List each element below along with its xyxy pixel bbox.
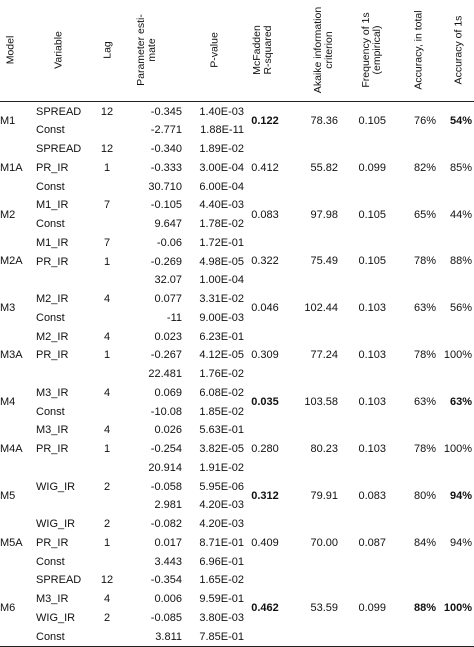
cell-model: M4A xyxy=(0,442,23,455)
cell-model: M1 xyxy=(0,114,16,127)
cell-akaike: 78.36 xyxy=(310,114,338,127)
cell-frequency: 0.083 xyxy=(358,489,386,502)
cell-frequency: 0.099 xyxy=(358,602,386,615)
cell-lag: 4 xyxy=(103,386,111,399)
cell-frequency: 0.103 xyxy=(358,349,386,362)
cell-accuracy-total: 63% xyxy=(413,396,436,408)
cell-p-value: 5.63E-01 xyxy=(199,424,244,437)
cell-variable: SPREAD xyxy=(36,105,82,118)
cell-mcfadden: 0.122 xyxy=(251,114,279,127)
cell-parameter-estimate: -0.354 xyxy=(150,574,182,587)
cell-variable: PR_IR xyxy=(36,255,69,268)
cell-accuracy-1s: 94% xyxy=(449,536,472,549)
cell-frequency: 0.105 xyxy=(358,114,386,127)
cell-p-value: 1.91E-02 xyxy=(199,461,244,474)
cell-variable: PR_IR xyxy=(36,536,69,549)
cell-model: M2A xyxy=(0,255,23,268)
cell-parameter-estimate: 0.069 xyxy=(154,386,182,399)
cell-parameter-estimate: -11 xyxy=(166,311,182,324)
cell-accuracy-total: 65% xyxy=(413,208,436,221)
cell-p-value: 3.80E-03 xyxy=(199,611,244,624)
header-lag: Lag xyxy=(101,41,114,59)
cell-p-value: 4.20E-03 xyxy=(199,518,244,530)
cell-parameter-estimate: -0.267 xyxy=(150,349,182,362)
cell-akaike: 97.98 xyxy=(310,208,338,221)
cell-accuracy-1s: 56% xyxy=(449,302,472,315)
cell-lag: 1 xyxy=(103,255,111,268)
cell-p-value: 1.65E-02 xyxy=(199,574,244,587)
cell-frequency: 0.099 xyxy=(358,161,386,174)
cell-p-value: 9.59E-01 xyxy=(199,593,244,605)
cell-parameter-estimate: -0.058 xyxy=(150,480,182,493)
cell-lag: 2 xyxy=(103,518,111,530)
cell-parameter-estimate: 20.914 xyxy=(148,461,182,474)
cell-akaike: 70.00 xyxy=(310,536,338,549)
cell-variable: Const xyxy=(36,218,65,230)
cell-p-value: 4.40E-03 xyxy=(199,199,244,212)
cell-lag: 4 xyxy=(103,593,111,605)
cell-mcfadden: 0.462 xyxy=(251,602,279,615)
cell-p-value: 3.31E-02 xyxy=(199,293,244,305)
cell-variable: PR_IR xyxy=(36,349,69,362)
cell-mcfadden: 0.322 xyxy=(251,255,279,268)
header-variable: Variable xyxy=(52,31,65,69)
cell-accuracy-1s: 63% xyxy=(449,396,472,408)
cell-variable: Const xyxy=(36,630,65,643)
cell-parameter-estimate: -0.082 xyxy=(150,518,182,530)
cell-parameter-estimate: -0.085 xyxy=(150,611,182,624)
cell-accuracy-1s: 88% xyxy=(449,255,472,268)
cell-variable: Const xyxy=(36,405,65,418)
cell-frequency: 0.103 xyxy=(358,442,386,455)
cell-parameter-estimate: 30.710 xyxy=(148,180,182,193)
cell-accuracy-1s: 100% xyxy=(443,602,472,615)
cell-p-value: 1.72E-01 xyxy=(199,236,244,249)
cell-akaike: 77.24 xyxy=(310,349,338,362)
cell-parameter-estimate: 9.647 xyxy=(154,218,182,230)
cell-model: M3 xyxy=(0,302,16,315)
cell-accuracy-1s: 100% xyxy=(443,349,472,362)
cell-akaike: 80.23 xyxy=(310,442,338,455)
cell-lag: 1 xyxy=(103,349,111,362)
cell-model: M4 xyxy=(0,396,16,408)
cell-accuracy-total: 63% xyxy=(413,302,436,315)
cell-accuracy-1s: 94% xyxy=(449,489,472,502)
cell-akaike: 103.58 xyxy=(304,396,338,408)
cell-p-value: 5.95E-06 xyxy=(199,480,244,493)
cell-p-value: 7.85E-01 xyxy=(199,630,244,643)
cell-akaike: 75.49 xyxy=(310,255,338,268)
cell-lag: 12 xyxy=(100,143,114,155)
cell-mcfadden: 0.309 xyxy=(251,349,279,362)
cell-p-value: 1.89E-02 xyxy=(199,143,244,155)
cell-accuracy-1s: 85% xyxy=(449,161,472,174)
cell-variable: M3_IR xyxy=(36,386,69,399)
cell-variable: Const xyxy=(36,180,65,193)
cell-model: M2 xyxy=(0,208,16,221)
header-accuracy-1s: Accuracy of 1s xyxy=(452,15,465,85)
cell-p-value: 4.12E-05 xyxy=(199,349,244,362)
cell-frequency: 0.105 xyxy=(358,255,386,268)
cell-parameter-estimate: -0.254 xyxy=(150,443,182,455)
cell-akaike: 79.91 xyxy=(310,489,338,502)
cell-variable: M1_IR xyxy=(36,199,69,212)
cell-variable: M2_IR xyxy=(36,293,69,305)
cell-p-value: 1.00E-04 xyxy=(199,274,244,287)
header-rule xyxy=(0,101,474,102)
cell-lag: 12 xyxy=(100,574,114,587)
cell-mcfadden: 0.083 xyxy=(251,208,279,221)
cell-lag: 7 xyxy=(103,199,111,212)
cell-variable: WIG_IR xyxy=(36,480,76,493)
cell-p-value: 1.40E-03 xyxy=(199,105,244,118)
cell-parameter-estimate: 3.811 xyxy=(155,630,182,643)
cell-p-value: 1.85E-02 xyxy=(199,405,244,418)
cell-parameter-estimate: 0.023 xyxy=(154,330,182,343)
cell-variable: PR_IR xyxy=(36,161,69,174)
cell-accuracy-1s: 100% xyxy=(443,442,472,455)
cell-parameter-estimate: 32.07 xyxy=(154,274,182,287)
cell-p-value: 6.08E-02 xyxy=(199,386,244,399)
header-frequency: Frequency of 1s (empirical) xyxy=(360,12,383,88)
cell-frequency: 0.103 xyxy=(358,302,386,315)
cell-p-value: 4.20E-03 xyxy=(199,499,244,512)
cell-variable: PR_IR xyxy=(36,443,69,455)
cell-parameter-estimate: -0.06 xyxy=(156,236,182,249)
cell-variable: M3_IR xyxy=(36,424,69,437)
cell-p-value: 3.00E-04 xyxy=(199,161,244,174)
cell-variable: M2_IR xyxy=(36,330,69,343)
cell-p-value: 1.88E-11 xyxy=(200,124,244,137)
cell-model: M3A xyxy=(0,349,23,362)
cell-variable: M3_IR xyxy=(36,593,69,605)
cell-lag: 4 xyxy=(103,330,111,343)
cell-accuracy-total: 78% xyxy=(413,442,436,455)
cell-parameter-estimate: -0.269 xyxy=(150,255,182,268)
cell-variable: WIG_IR xyxy=(36,611,76,624)
header-akaike: Akaike information criterion xyxy=(312,6,335,94)
cell-variable: Const xyxy=(36,555,65,568)
cell-model: M5A xyxy=(0,536,23,549)
cell-accuracy-total: 84% xyxy=(413,536,436,549)
cell-variable: M1_IR xyxy=(36,236,69,249)
header-mcfadden: McFadden R-squared xyxy=(251,25,274,75)
cell-p-value: 6.00E-04 xyxy=(199,180,244,193)
cell-lag: 12 xyxy=(100,105,114,118)
cell-parameter-estimate: -0.333 xyxy=(150,161,182,174)
cell-parameter-estimate: 0.017 xyxy=(154,536,182,549)
cell-parameter-estimate: 2.981 xyxy=(154,499,182,512)
cell-lag: 1 xyxy=(103,161,111,174)
cell-variable: Const xyxy=(36,311,65,324)
cell-mcfadden: 0.280 xyxy=(251,442,279,455)
cell-p-value: 3.82E-05 xyxy=(199,443,244,455)
header-accuracy-total: Accuracy, in total xyxy=(412,10,425,90)
cell-lag: 1 xyxy=(103,536,111,549)
cell-p-value: 1.76E-02 xyxy=(199,368,244,380)
cell-mcfadden: 0.035 xyxy=(251,396,279,408)
cell-accuracy-total: 76% xyxy=(413,114,436,127)
cell-mcfadden: 0.409 xyxy=(251,536,279,549)
cell-parameter-estimate: 0.077 xyxy=(154,293,182,305)
cell-variable: SPREAD xyxy=(36,143,82,155)
cell-parameter-estimate: 22.481 xyxy=(148,368,182,380)
cell-accuracy-total: 88% xyxy=(413,602,436,615)
cell-parameter-estimate: 3.443 xyxy=(154,555,182,568)
cell-lag: 2 xyxy=(103,480,111,493)
cell-variable: Const xyxy=(36,124,65,137)
cell-accuracy-1s: 44% xyxy=(449,208,472,221)
cell-mcfadden: 0.312 xyxy=(251,489,279,502)
cell-accuracy-total: 78% xyxy=(413,255,436,268)
cell-accuracy-total: 78% xyxy=(413,349,436,362)
cell-mcfadden: 0.412 xyxy=(251,161,279,174)
cell-variable: SPREAD xyxy=(36,574,82,587)
cell-parameter-estimate: 0.006 xyxy=(154,593,182,605)
cell-lag: 2 xyxy=(103,611,111,624)
cell-p-value: 4.98E-05 xyxy=(199,255,244,268)
cell-frequency: 0.087 xyxy=(358,536,386,549)
cell-parameter-estimate: 0.026 xyxy=(154,424,182,437)
header-model: Model xyxy=(4,35,17,65)
cell-lag: 4 xyxy=(103,424,111,437)
cell-variable: WIG_IR xyxy=(36,518,76,530)
header-p-value: P-value xyxy=(208,32,221,68)
cell-accuracy-1s: 54% xyxy=(449,114,472,127)
cell-parameter-estimate: -2.771 xyxy=(150,124,182,137)
cell-parameter-estimate: -10.08 xyxy=(150,405,182,418)
cell-parameter-estimate: -0.105 xyxy=(150,199,182,212)
cell-lag: 7 xyxy=(103,236,111,249)
cell-model: M1A xyxy=(0,161,23,174)
cell-model: M6 xyxy=(0,602,16,615)
cell-akaike: 55.82 xyxy=(310,161,338,174)
cell-p-value: 1.78E-02 xyxy=(199,218,244,230)
cell-lag: 1 xyxy=(103,443,111,455)
cell-p-value: 9.00E-03 xyxy=(199,311,244,324)
cell-p-value: 6.96E-01 xyxy=(199,555,244,568)
cell-frequency: 0.105 xyxy=(358,208,386,221)
cell-p-value: 8.71E-01 xyxy=(199,536,244,549)
cell-mcfadden: 0.046 xyxy=(251,302,279,315)
cell-frequency: 0.103 xyxy=(358,396,386,408)
cell-p-value: 6.23E-01 xyxy=(199,330,244,343)
cell-parameter-estimate: -0.345 xyxy=(150,105,182,118)
cell-parameter-estimate: -0.340 xyxy=(150,143,182,155)
cell-model: M5 xyxy=(0,489,16,502)
cell-akaike: 102.44 xyxy=(304,302,338,315)
cell-lag: 4 xyxy=(103,293,111,305)
header-parameter-estimate: Parameter esti- mate xyxy=(135,14,158,86)
cell-accuracy-total: 80% xyxy=(413,489,436,502)
cell-akaike: 53.59 xyxy=(310,602,338,615)
cell-accuracy-total: 82% xyxy=(413,161,436,174)
